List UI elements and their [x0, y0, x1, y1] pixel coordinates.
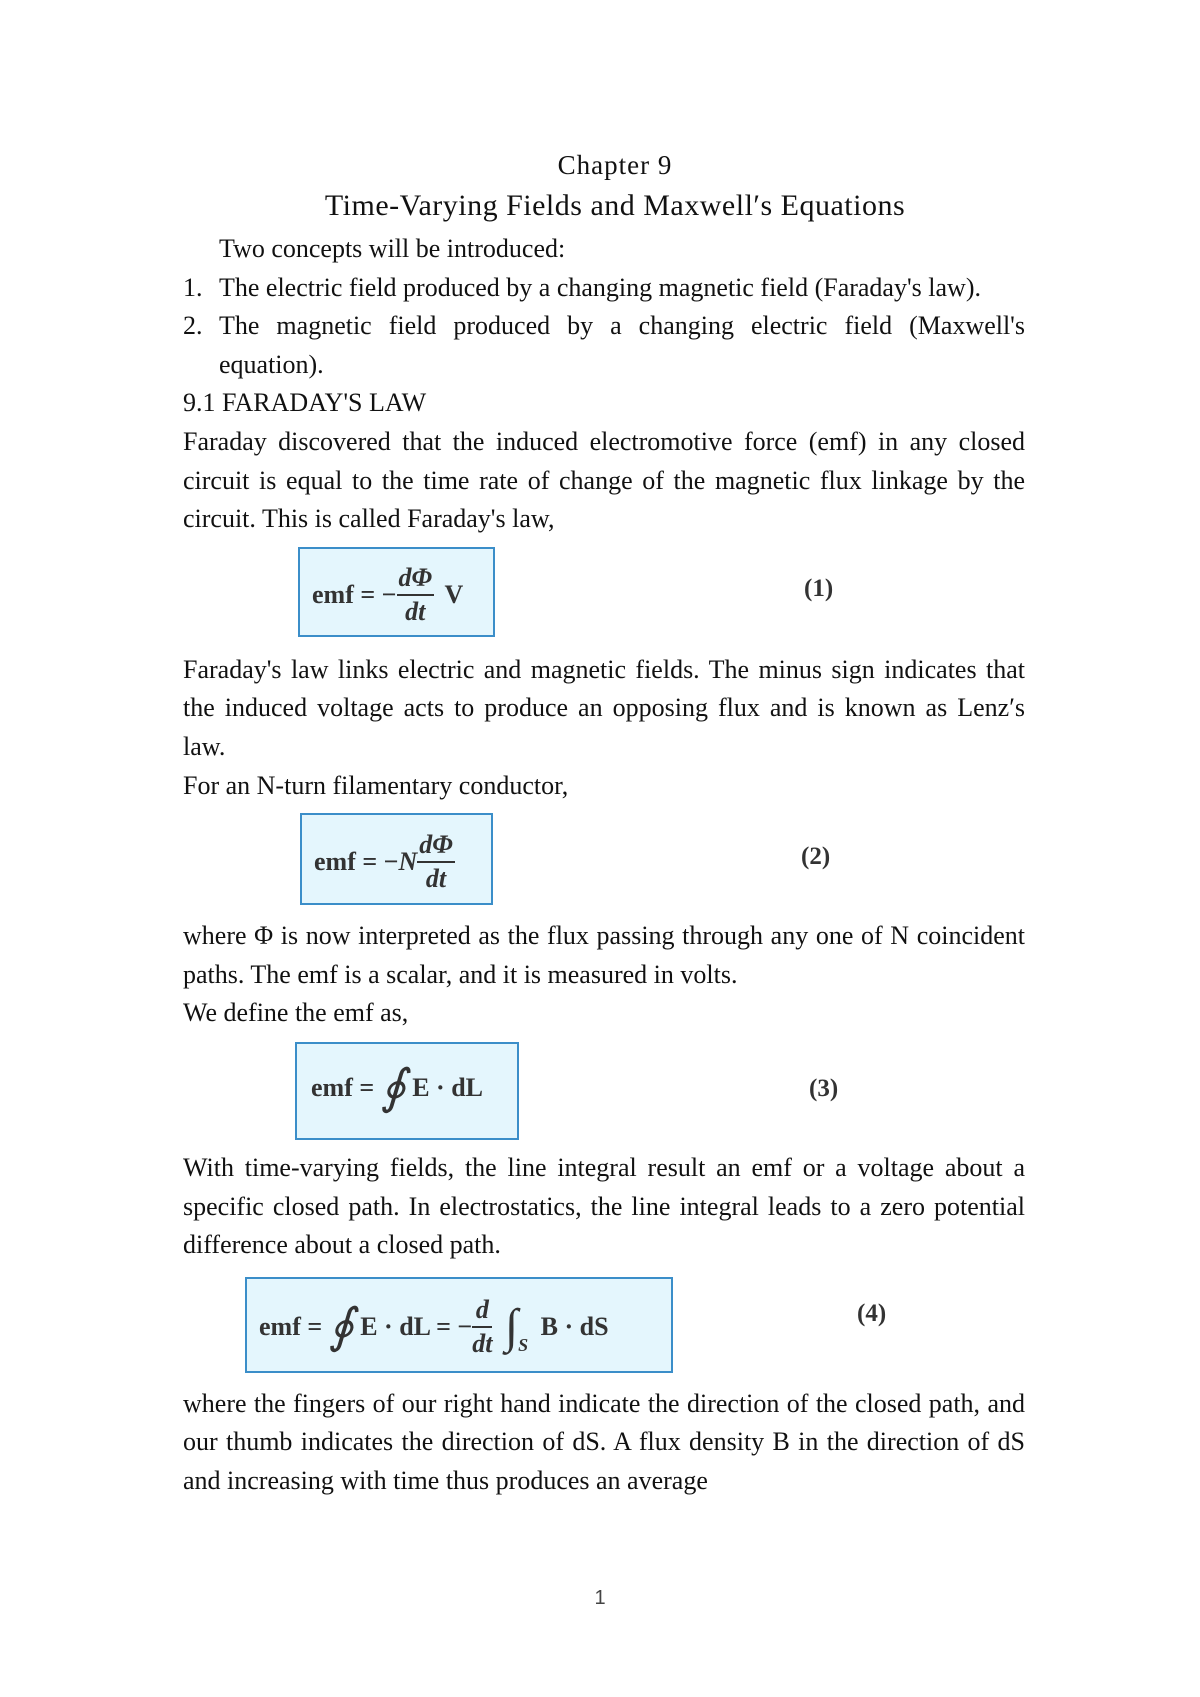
equation-row-2 [183, 805, 1025, 917]
eq3-rhs: E · dL [412, 1072, 484, 1102]
eq4-rhs: B · dS [540, 1311, 609, 1341]
contour-integral-symbol: ∮ [380, 1060, 406, 1114]
equation-row-4 [183, 1265, 1025, 1385]
equation-3-label: (3) [809, 1074, 839, 1102]
eq4-mid: E · dL = − [360, 1311, 473, 1341]
eq1-numerator: dΦ [397, 562, 435, 596]
paragraph: We define the emf as, [183, 998, 409, 1028]
eq2-denominator: dt [425, 864, 447, 894]
intro-text: Two concepts will be introduced: [219, 234, 566, 263]
equation-row-1 [183, 539, 1025, 651]
eq1-unit: V [444, 579, 464, 609]
equation-row-3 [183, 1033, 1025, 1149]
eq1-lhs: emf = − [312, 579, 397, 609]
paragraph: For an N-turn filamentary conductor, [183, 770, 569, 800]
eq2-lhs: emf = − [314, 847, 399, 877]
eq2-fraction [417, 829, 455, 895]
equation-1 [298, 547, 495, 637]
chapter-number: Chapter 9 [557, 150, 673, 180]
equation-2 [300, 813, 493, 905]
eq1-denominator: dt [405, 596, 426, 626]
list-text: The electric field produced by a changing magnetic field (Faraday's law). [219, 272, 981, 302]
list-number: 1. [183, 272, 203, 302]
chapter-title: Time-Varying Fields and Maxwell′s Equations [324, 189, 906, 222]
page-content [183, 146, 1025, 1500]
list-text: The magnetic field produced by a changing electric field (Maxwell's equation). [219, 311, 1025, 379]
list-item [183, 307, 1025, 384]
eq4-subscript: S [518, 1334, 529, 1355]
section-heading: 9.1 FARADAY'S LAW [183, 388, 427, 418]
equation-4 [245, 1277, 673, 1373]
paragraph: where the fingers of our right hand indicate the direction of the closed path, and our thumb indicates the direction of dS. A flux density B in the direction of dS and increasing with time thus produces an average [183, 1388, 1025, 1495]
eq4-denominator: dt [472, 1328, 493, 1358]
equation-3 [295, 1042, 519, 1140]
surface-integral-symbol: ∫ [504, 1299, 519, 1353]
eq2-n: N [398, 847, 418, 877]
eq4-numerator: d [472, 1294, 492, 1328]
eq1-fraction [397, 562, 435, 628]
equation-1-label: (1) [804, 574, 834, 602]
paragraph: With time-varying fields, the line integral result an emf or a voltage about a specific closed path. In electrostatics, the line integral leads to a zero potential difference about a closed path. [183, 1152, 1025, 1260]
concept-list [183, 269, 1025, 385]
page-number: 1 [594, 1587, 606, 1609]
eq4-fraction [472, 1294, 492, 1360]
list-number: 2. [183, 311, 203, 341]
eq4-lhs: emf = [259, 1311, 323, 1341]
list-item [183, 269, 1025, 308]
paragraph: where Φ is now interpreted as the flux passing through any one of N coincident paths. The emf is a scalar, and it is measured in volts. [183, 921, 1025, 989]
equation-2-label: (2) [801, 843, 831, 871]
eq2-numerator: dΦ [417, 829, 455, 863]
equation-4-label: (4) [857, 1299, 887, 1327]
paragraph: Faraday discovered that the induced electromotive force (emf) in any closed circuit is equal to the time rate of change of the magnetic flux linkage by the circuit. This is called Faraday's law, [183, 426, 1025, 534]
contour-integral-symbol: ∮ [328, 1299, 354, 1353]
paragraph: Faraday's law links electric and magnetic fields. The minus sign indicates that the induced voltage acts to produce an opposing flux and is known as Lenz′s law. [183, 654, 1025, 761]
eq3-lhs: emf = [311, 1072, 375, 1102]
